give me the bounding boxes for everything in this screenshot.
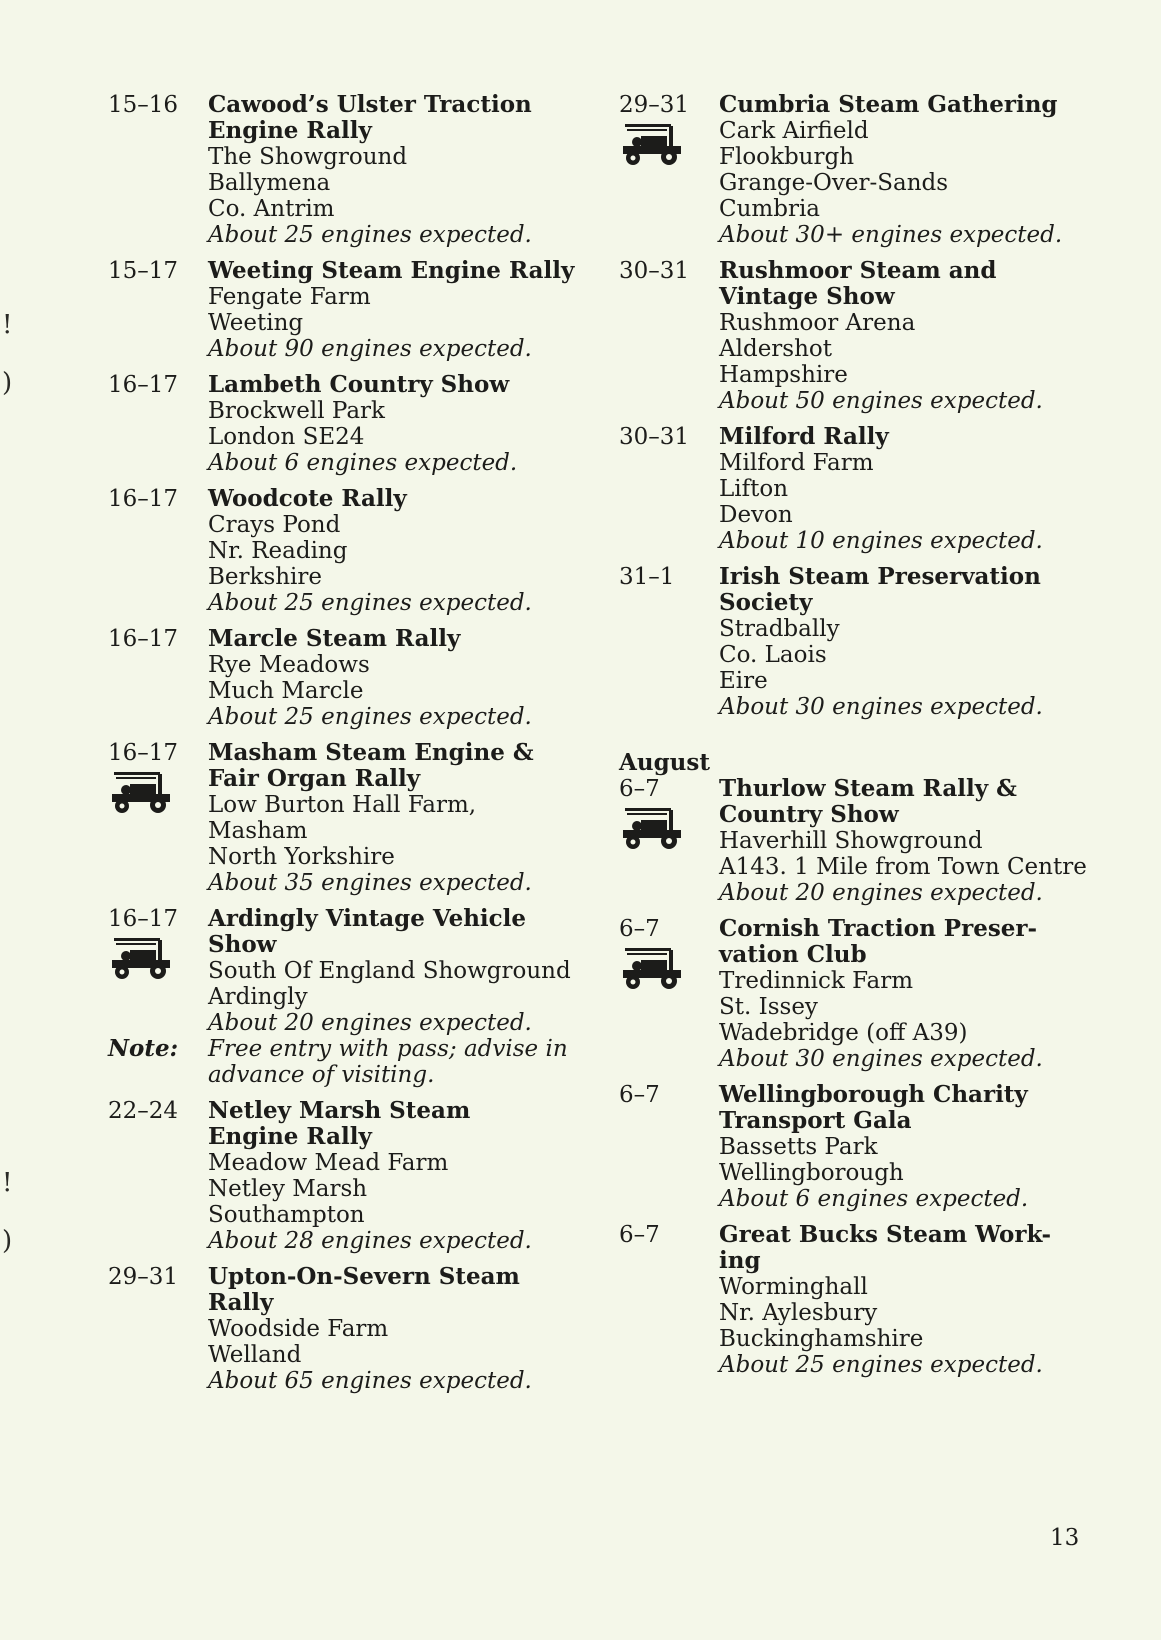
rally-location-line: Meadow Mead Farm [208,1150,449,1176]
rally-entry [108,1264,578,1394]
engines-expected: About 50 engines expected. [719,388,1043,414]
rally-details [208,740,578,896]
rally-location-line: Buckinghamshire [719,1326,924,1352]
rally-date-text: 16–17 [108,372,179,398]
engines-expected: About 30 engines expected. [719,1046,1043,1072]
page-number: 13 [1050,1525,1080,1551]
rally-date-text: 29–31 [108,1264,179,1290]
binding-mark: ) [2,368,13,398]
rally-location-line: Lifton [719,476,789,502]
rally-location-line: Hampshire [719,362,848,388]
rally-entry [619,258,1139,414]
rally-title: Transport Gala [719,1107,912,1134]
rally-date-text: 30–31 [619,424,690,450]
rally-dates [619,916,719,1072]
rally-title: Cawood’s Ulster Traction [208,91,532,118]
engines-expected: About 25 engines expected. [719,1352,1043,1378]
rally-date-text: 6–7 [619,776,660,802]
rally-date-text: 6–7 [619,1222,660,1248]
rally-details [208,258,578,362]
rally-details [719,1082,1139,1212]
rally-title: Rally [208,1289,274,1316]
rally-date-text: 6–7 [619,916,660,942]
rally-title: Lambeth Country Show [208,371,510,398]
engines-expected: About 25 engines expected. [208,590,532,616]
rally-entry [619,424,1139,554]
traction-engine-icon [619,946,685,990]
binding-mark: ! [2,310,13,340]
rally-entry [619,1222,1139,1378]
rally-location-line: Masham [208,818,308,844]
rally-date-text: 16–17 [108,486,179,512]
rally-location-line: Welland [208,1342,302,1368]
rally-location-line: Milford Farm [719,450,874,476]
rally-title: Woodcote Rally [208,485,407,512]
rally-entry [108,372,578,476]
rally-entry [108,626,578,730]
rally-details [208,372,578,476]
rally-entry [619,92,1139,248]
note-text-line: Free entry with pass; advise in [208,1036,568,1062]
rally-details [208,906,578,1036]
rally-location-line: Tredinnick Farm [719,968,914,994]
rally-title: Thurlow Steam Rally & [719,775,1017,802]
rally-location-line: Berkshire [208,564,323,590]
engines-expected: About 20 engines expected. [208,1010,532,1036]
rally-title: Irish Steam Preservation [719,563,1041,590]
rally-dates [619,564,719,720]
rally-title: Show [208,931,277,958]
engines-expected: About 6 engines expected. [208,450,518,476]
rally-title: Masham Steam Engine & [208,739,534,766]
engines-expected: About 90 engines expected. [208,336,532,362]
rally-date-text: 6–7 [619,1082,660,1108]
rally-title: Weeting Steam Engine Rally [208,257,575,284]
binding-mark: ) [2,1226,13,1256]
rally-entry [619,1082,1139,1212]
rally-location-line: South Of England Showground [208,958,571,984]
engines-expected: About 25 engines expected. [208,222,532,248]
rally-title: Vintage Show [719,283,895,310]
rally-entry [619,564,1139,720]
rally-dates [619,424,719,554]
rally-location-line: Devon [719,502,793,528]
rally-location-line: Ballymena [208,170,331,196]
rally-location-line: Netley Marsh [208,1176,368,1202]
engines-expected: About 6 engines expected. [719,1186,1029,1212]
rally-date-text: 30–31 [619,258,690,284]
traction-engine-icon [619,806,685,850]
traction-engine-icon [108,770,174,814]
rally-details [719,1222,1139,1378]
rally-details [719,776,1139,906]
rally-dates [108,372,208,476]
rally-date-text: 15–16 [108,92,179,118]
rally-title: Country Show [719,801,899,828]
engines-expected: About 35 engines expected. [208,870,532,896]
rally-entry [108,1098,578,1254]
rally-entry [108,906,578,1036]
rally-dates [108,906,208,1036]
rally-dates [619,776,719,906]
rally-entry [619,916,1139,1072]
rally-title: Upton-On-Severn Steam [208,1263,520,1290]
rally-location-line: Bassetts Park [719,1134,878,1160]
rally-location-line: Haverhill Showground [719,828,983,854]
engines-expected: About 20 engines expected. [719,880,1043,906]
rally-dates [108,486,208,616]
rally-location-line: Rye Meadows [208,652,370,678]
rally-dates [108,626,208,730]
traction-engine-icon [619,122,685,166]
rally-title: Fair Organ Rally [208,765,421,792]
rally-location-line: North Yorkshire [208,844,395,870]
rally-title: Netley Marsh Steam [208,1097,471,1124]
rally-entry [108,740,578,896]
rally-location-line: Eire [719,668,768,694]
binding-mark: ! [2,1168,13,1198]
rally-title: Wellingborough Charity [719,1081,1028,1108]
rally-location-line: Co. Antrim [208,196,335,222]
traction-engine-icon [108,936,174,980]
rally-title: Cornish Traction Preser- [719,915,1038,942]
rally-dates [108,92,208,248]
rally-location-line: Aldershot [719,336,833,362]
rally-entry [108,258,578,362]
rally-location-line: Low Burton Hall Farm, [208,792,477,818]
rally-location-line: Worminghall [719,1274,868,1300]
rally-title: Cumbria Steam Gathering [719,91,1058,118]
rally-entry [108,486,578,616]
rally-details [208,486,578,616]
engines-expected: About 28 engines expected. [208,1228,532,1254]
rally-dates [108,1264,208,1394]
rally-location-line: A143. 1 Mile from Town Centre [719,854,1087,880]
rally-location-line: Crays Pond [208,512,341,538]
rally-dates [619,258,719,414]
rally-details [208,1264,578,1394]
rally-dates [108,258,208,362]
rally-location-line: Cark Airfield [719,118,869,144]
rally-location-line: Wadebridge (off A39) [719,1020,968,1046]
rally-entry [619,776,1139,906]
rally-location-line: London SE24 [208,424,365,450]
rally-location-line: Much Marcle [208,678,364,704]
rally-dates [108,1098,208,1254]
rally-details [719,92,1139,248]
rally-location-line: Fengate Farm [208,284,371,310]
engines-expected: About 30+ engines expected. [719,222,1063,248]
rally-date-text: 15–17 [108,258,179,284]
rally-details [719,258,1139,414]
note-label: Note: [108,1035,179,1062]
rally-location-line: Wellingborough [719,1160,904,1186]
rally-date-text: 16–17 [108,626,179,652]
rally-date-text: 31–1 [619,564,675,590]
engines-expected: About 65 engines expected. [208,1368,532,1394]
left-column [108,92,578,1404]
rally-location-line: Woodside Farm [208,1316,389,1342]
rally-title: vation Club [719,941,867,968]
rally-location-line: Co. Laois [719,642,827,668]
rally-location-line: The Showground [208,144,408,170]
rally-location-line: Stradbally [719,616,840,642]
rally-details [719,916,1139,1072]
rally-date-text: 29–31 [619,92,690,118]
rally-location-line: St. Issey [719,994,818,1020]
right-column [619,92,1139,1388]
note-entry [108,1036,578,1088]
rally-location-line: Grange-Over-Sands [719,170,949,196]
rally-location-line: Weeting [208,310,304,336]
rally-dates [619,1082,719,1212]
rally-dates [619,1222,719,1378]
note-text-line: advance of visiting. [208,1062,435,1088]
rally-title: Engine Rally [208,1123,372,1150]
rally-location-line: Nr. Reading [208,538,348,564]
rally-details [719,564,1139,720]
rally-title: Rushmoor Steam and [719,257,997,284]
rally-date-text: 16–17 [108,740,179,766]
rally-title: Great Bucks Steam Work- [719,1221,1052,1248]
rally-details [208,1098,578,1254]
rally-title: Society [719,589,813,616]
rally-title: ing [719,1247,761,1274]
engines-expected: About 10 engines expected. [719,528,1043,554]
rally-location-line: Cumbria [719,196,821,222]
rally-dates [108,740,208,896]
rally-title: Milford Rally [719,423,889,450]
month-heading: August [619,749,710,776]
engines-expected: About 30 engines expected. [719,694,1043,720]
rally-title: Marcle Steam Rally [208,625,461,652]
rally-dates [619,92,719,248]
engines-expected: About 25 engines expected. [208,704,532,730]
note-text-block [208,1036,578,1088]
rally-title: Ardingly Vintage Vehicle [208,905,527,932]
rally-location-line: Ardingly [208,984,308,1010]
rally-details [208,626,578,730]
rally-date-text: 16–17 [108,906,179,932]
rally-location-line: Southampton [208,1202,365,1228]
rally-details [719,424,1139,554]
rally-location-line: Flookburgh [719,144,855,170]
rally-location-line: Brockwell Park [208,398,385,424]
rally-location-line: Nr. Aylesbury [719,1300,878,1326]
rally-date-text: 22–24 [108,1098,179,1124]
rally-location-line: Rushmoor Arena [719,310,916,336]
rally-title: Engine Rally [208,117,372,144]
rally-details [208,92,578,248]
rally-entry [108,92,578,248]
